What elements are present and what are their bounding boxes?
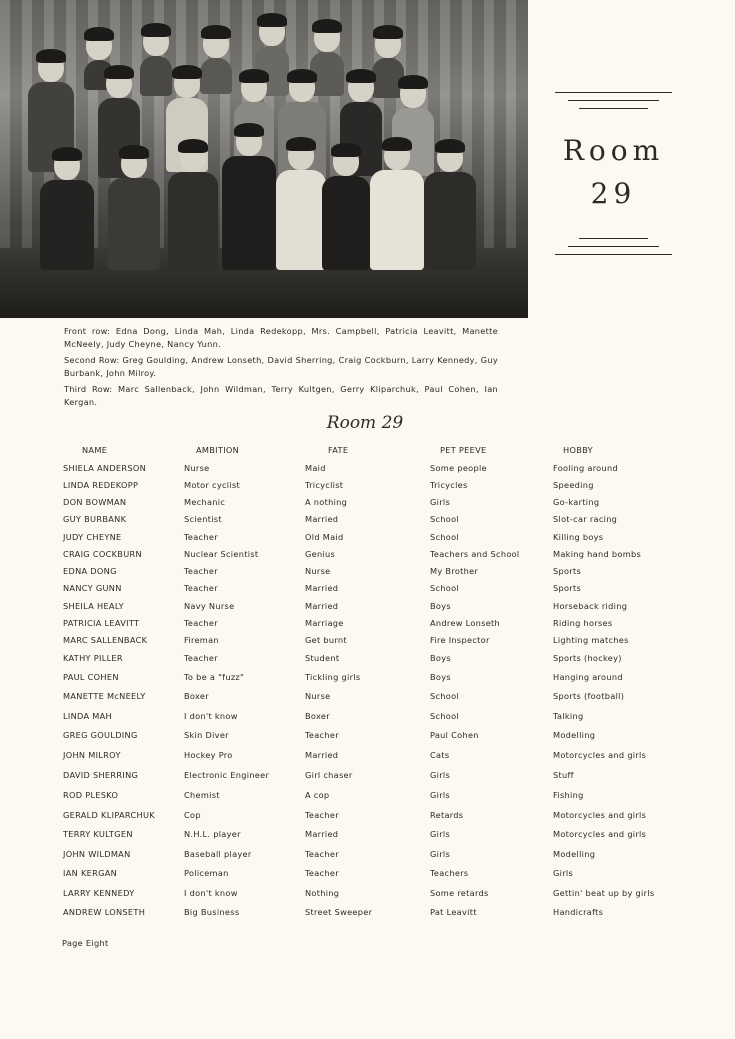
- table-cell-fate: Get burnt: [305, 635, 347, 645]
- table-cell-ambition: Fireman: [184, 635, 219, 645]
- table-cell-pet-peeve: Boys: [430, 653, 451, 663]
- table-cell-ambition: To be a "fuzz": [184, 672, 245, 682]
- table-cell-fate: Nurse: [305, 691, 331, 701]
- table-cell-fate: Marriage: [305, 618, 344, 628]
- table-cell-name: GUY BURBANK: [63, 514, 127, 524]
- table-cell-name: MANETTE McNEELY: [63, 691, 146, 701]
- table-cell-pet-peeve: Girls: [430, 770, 451, 780]
- page-footer: Page Eight: [62, 938, 109, 948]
- table-cell-name: JOHN MILROY: [63, 750, 121, 760]
- table-cell-pet-peeve: Pat Leavitt: [430, 907, 477, 917]
- table-cell-ambition: Mechanic: [184, 497, 226, 507]
- table-cell-pet-peeve: Andrew Lonseth: [430, 618, 501, 628]
- column-header-fate: FATE: [328, 445, 349, 455]
- table-cell-name: CRAIG COCKBURN: [63, 549, 142, 559]
- table-cell-fate: Girl chaser: [305, 770, 353, 780]
- table-cell-name: TERRY KULTGEN: [63, 829, 133, 839]
- table-cell-fate: Married: [305, 829, 339, 839]
- table-cell-fate: Nurse: [305, 566, 331, 576]
- table-cell-pet-peeve: Girls: [430, 829, 451, 839]
- table-cell-pet-peeve: Cats: [430, 750, 450, 760]
- table-cell-hobby: Modelling: [553, 849, 596, 859]
- caption-third-row: Third Row: Marc Sallenback, John Wildman, Terry Kultgen, Gerry Kliparchuk, Paul Cohen, Ian Kergan.: [64, 384, 498, 407]
- table-cell-ambition: Electronic Engineer: [184, 770, 270, 780]
- table-cell-pet-peeve: Girls: [430, 497, 451, 507]
- room-title-word: Room: [562, 134, 665, 167]
- table-cell-ambition: Chemist: [184, 790, 220, 800]
- table-cell-hobby: Riding horses: [553, 618, 613, 628]
- table-cell-pet-peeve: Paul Cohen: [430, 730, 479, 740]
- column-header-pet-peeve: PET PEEVE: [440, 445, 487, 455]
- table-cell-hobby: Horseback riding: [553, 601, 628, 611]
- title-rule-bottom-2: [568, 246, 659, 247]
- table-cell-name: SHEILA HEALY: [63, 601, 124, 611]
- table-cell-pet-peeve: Boys: [430, 601, 451, 611]
- table-cell-pet-peeve: Retards: [430, 810, 464, 820]
- student-figure: [168, 142, 218, 270]
- table-cell-hobby: Sports: [553, 583, 582, 593]
- table-cell-name: IAN KERGAN: [63, 868, 118, 878]
- table-cell-pet-peeve: Tricycles: [430, 480, 468, 490]
- table-cell-name: ANDREW LONSETH: [63, 907, 146, 917]
- table-cell-ambition: I don't know: [184, 888, 238, 898]
- table-cell-name: PATRICIA LEAVITT: [63, 618, 140, 628]
- table-cell-fate: Married: [305, 514, 339, 524]
- column-header-hobby: HOBBY: [563, 445, 593, 455]
- table-cell-fate: Student: [305, 653, 340, 663]
- table-cell-ambition: Boxer: [184, 691, 209, 701]
- table-cell-hobby: Sports (football): [553, 691, 625, 701]
- table-cell-ambition: Teacher: [184, 532, 218, 542]
- table-cell-hobby: Talking: [553, 711, 584, 721]
- column-header-ambition: AMBITION: [196, 445, 240, 455]
- table-cell-pet-peeve: School: [430, 514, 459, 524]
- student-figure: [276, 140, 326, 270]
- title-rule-top-2: [568, 100, 659, 101]
- table-cell-ambition: Scientist: [184, 514, 222, 524]
- table-cell-hobby: Handicrafts: [553, 907, 604, 917]
- student-figure: [222, 126, 276, 270]
- table-cell-hobby: Fishing: [553, 790, 584, 800]
- caption-front-row: Front row: Edna Dong, Linda Mah, Linda Redekopp, Mrs. Campbell, Patricia Leavitt, Manette McNeely, Judy Cheyne, Nancy Yunn.: [64, 326, 498, 349]
- table-cell-name: LINDA MAH: [63, 711, 112, 721]
- table-cell-ambition: Baseball player: [184, 849, 252, 859]
- table-cell-hobby: Stuff: [553, 770, 574, 780]
- table-cell-ambition: Motor cyclist: [184, 480, 241, 490]
- table-cell-name: LINDA REDEKOPP: [63, 480, 139, 490]
- table-cell-hobby: Slot-car racing: [553, 514, 618, 524]
- table-cell-name: KATHY PILLER: [63, 653, 123, 663]
- table-cell-fate: Old Maid: [305, 532, 344, 542]
- table-cell-hobby: Speeding: [553, 480, 594, 490]
- title-rule-top-3: [579, 108, 648, 109]
- table-cell-hobby: Modelling: [553, 730, 596, 740]
- table-cell-pet-peeve: School: [430, 583, 459, 593]
- table-cell-hobby: Killing boys: [553, 532, 604, 542]
- table-cell-pet-peeve: Boys: [430, 672, 451, 682]
- table-cell-fate: Married: [305, 601, 339, 611]
- room-title-block: [555, 92, 672, 257]
- title-rule-bottom-1: [579, 238, 648, 239]
- column-header-name: NAME: [82, 445, 108, 455]
- table-cell-fate: Tickling girls: [305, 672, 361, 682]
- table-cell-name: LARRY KENNEDY: [63, 888, 135, 898]
- title-rule-bottom-3: [555, 254, 672, 255]
- table-cell-pet-peeve: Fire Inspector: [430, 635, 490, 645]
- student-figure: [370, 140, 424, 270]
- table-cell-ambition: Hockey Pro: [184, 750, 233, 760]
- table-cell-hobby: Motorcycles and girls: [553, 810, 647, 820]
- student-figure: [40, 150, 94, 270]
- table-cell-ambition: Teacher: [184, 566, 218, 576]
- table-cell-fate: Teacher: [305, 810, 339, 820]
- table-cell-name: PAUL COHEN: [63, 672, 119, 682]
- table-cell-pet-peeve: Teachers and School: [430, 549, 520, 559]
- table-title: Room 29: [326, 413, 404, 433]
- table-cell-pet-peeve: Some people: [430, 463, 487, 473]
- table-cell-hobby: Motorcycles and girls: [553, 750, 647, 760]
- table-cell-name: ROD PLESKO: [63, 790, 119, 800]
- table-cell-fate: Teacher: [305, 849, 339, 859]
- table-cell-ambition: Policeman: [184, 868, 229, 878]
- table-cell-name: NANCY GUNN: [63, 583, 122, 593]
- table-cell-hobby: Making hand bombs: [553, 549, 642, 559]
- table-cell-name: DAVID SHERRING: [63, 770, 139, 780]
- table-cell-ambition: I don't know: [184, 711, 238, 721]
- table-cell-name: DON BOWMAN: [63, 497, 127, 507]
- table-cell-pet-peeve: Teachers: [430, 868, 469, 878]
- table-cell-ambition: Teacher: [184, 618, 218, 628]
- table-cell-hobby: Fooling around: [553, 463, 618, 473]
- table-cell-pet-peeve: School: [430, 711, 459, 721]
- table-cell-hobby: Lighting matches: [553, 635, 629, 645]
- table-cell-name: GERALD KLIPARCHUK: [63, 810, 155, 820]
- table-cell-fate: Nothing: [305, 888, 340, 898]
- table-cell-pet-peeve: My Brother: [430, 566, 479, 576]
- table-cell-name: EDNA DONG: [63, 566, 117, 576]
- table-cell-fate: A nothing: [305, 497, 348, 507]
- table-cell-name: SHIELA ANDERSON: [63, 463, 147, 473]
- table-cell-ambition: Navy Nurse: [184, 601, 235, 611]
- table-cell-hobby: Sports (hockey): [553, 653, 622, 663]
- student-figure: [108, 148, 160, 270]
- table-cell-ambition: Nuclear Scientist: [184, 549, 259, 559]
- table-cell-name: JUDY CHEYNE: [63, 532, 122, 542]
- table-cell-ambition: Teacher: [184, 583, 218, 593]
- table-cell-fate: Boxer: [305, 711, 330, 721]
- table-cell-pet-peeve: Some retards: [430, 888, 489, 898]
- table-cell-pet-peeve: Girls: [430, 790, 451, 800]
- table-cell-hobby: Girls: [553, 868, 574, 878]
- table-cell-hobby: Hanging around: [553, 672, 623, 682]
- table-cell-ambition: Teacher: [184, 653, 218, 663]
- student-figure: [322, 146, 370, 270]
- table-cell-fate: Married: [305, 583, 339, 593]
- caption-second-row: Second Row: Greg Goulding, Andrew Lonseth, David Sherring, Craig Cockburn, Larry Kennedy, Guy Burbank, John Milroy.: [64, 355, 498, 378]
- table-cell-ambition: Big Business: [184, 907, 240, 917]
- table-cell-hobby: Sports: [553, 566, 582, 576]
- table-cell-fate: Street Sweeper: [305, 907, 373, 917]
- table-cell-name: JOHN WILDMAN: [63, 849, 131, 859]
- table-cell-name: MARC SALLENBACK: [63, 635, 148, 645]
- table-cell-pet-peeve: School: [430, 691, 459, 701]
- table-cell-name: GREG GOULDING: [63, 730, 138, 740]
- class-photo: [0, 0, 528, 318]
- table-cell-fate: Teacher: [305, 730, 339, 740]
- table-cell-ambition: N.H.L. player: [184, 829, 241, 839]
- table-cell-pet-peeve: School: [430, 532, 459, 542]
- table-cell-hobby: Gettin' beat up by girls: [553, 888, 655, 898]
- room-title-number: 29: [590, 177, 637, 210]
- table-cell-fate: Genius: [305, 549, 336, 559]
- table-cell-fate: A cop: [305, 790, 330, 800]
- student-figure: [424, 142, 476, 270]
- table-cell-fate: Teacher: [305, 868, 339, 878]
- title-rule-top-1: [555, 92, 672, 93]
- table-cell-ambition: Cop: [184, 810, 201, 820]
- table-cell-ambition: Nurse: [184, 463, 210, 473]
- table-cell-fate: Maid: [305, 463, 326, 473]
- table-cell-fate: Tricyclist: [305, 480, 344, 490]
- table-cell-ambition: Skin Diver: [184, 730, 229, 740]
- table-heading: [0, 413, 735, 433]
- table-cell-hobby: Motorcycles and girls: [553, 829, 647, 839]
- table-cell-pet-peeve: Girls: [430, 849, 451, 859]
- table-cell-hobby: Go-karting: [553, 497, 600, 507]
- table-cell-fate: Married: [305, 750, 339, 760]
